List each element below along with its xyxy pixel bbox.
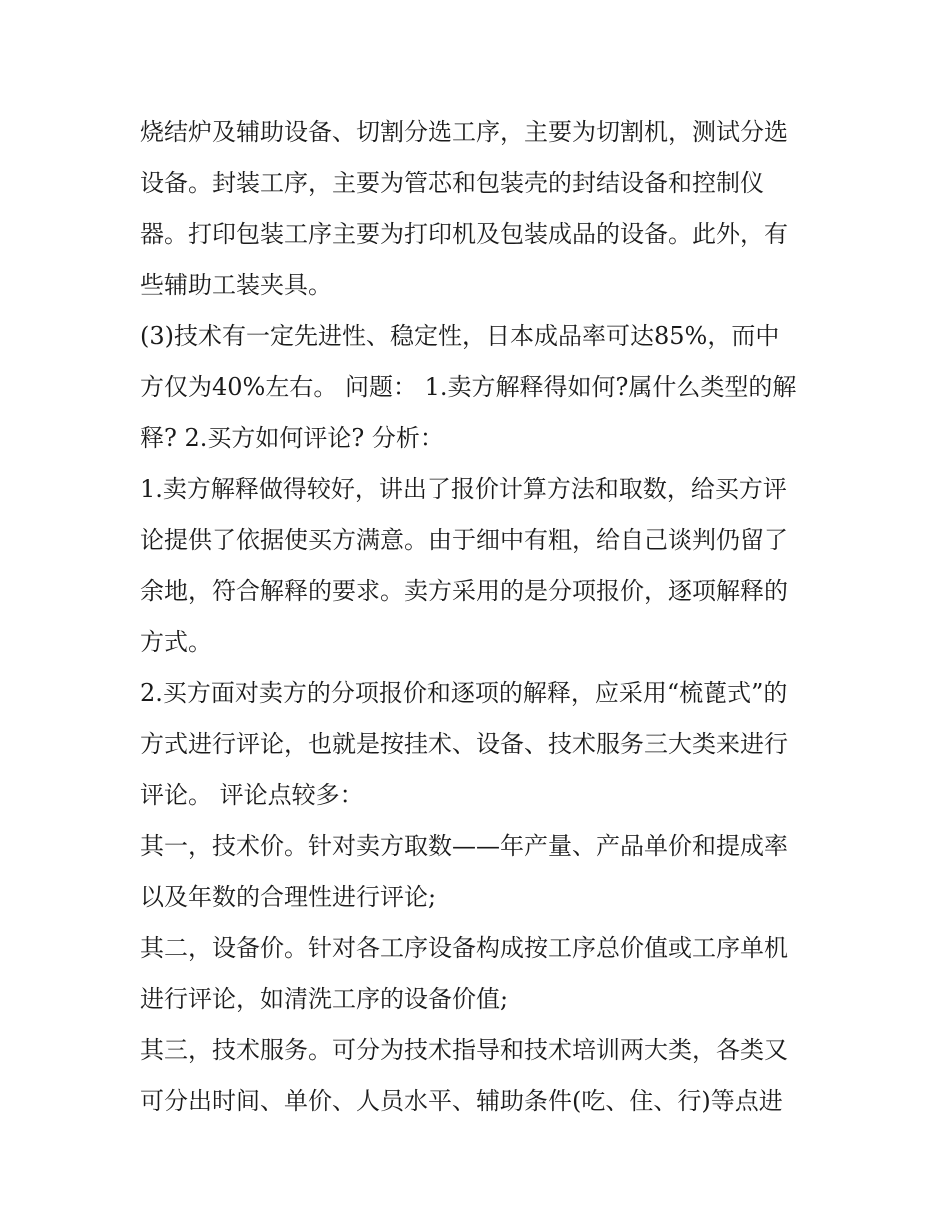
text-line: 进行评论，如清洗工序的设备价值; bbox=[140, 985, 509, 1013]
text-line: 余地，符合解释的要求。卖方采用的是分项报价，逐项解释的 bbox=[140, 577, 788, 605]
text-line: 其三，技术服务。可分为技术指导和技术培训两大类，各类又 bbox=[140, 1036, 788, 1064]
text-line: 以及年数的合理性进行评论; bbox=[140, 883, 437, 911]
text-line: 设备。封装工序，主要为管芯和包装壳的封结设备和控制仪 bbox=[140, 169, 764, 197]
text-line: 方仅为40%左右。 问题： 1.卖方解释得如何?属什么类型的解 bbox=[140, 373, 797, 401]
text-line: 论提供了依据使买方满意。由于细中有粗，给自己谈判仍留了 bbox=[140, 526, 788, 554]
text-line: 些辅助工装夹具。 bbox=[140, 271, 332, 299]
text-line: 2.买方面对卖方的分项报价和逐项的解释，应采用“梳蓖式”的 bbox=[140, 679, 788, 707]
text-line: (3)技术有一定先进性、稳定性，日本成品率可达85%，而中 bbox=[140, 322, 780, 350]
text-line: 其一，技术价。针对卖方取数——年产量、产品单价和提成率 bbox=[140, 832, 788, 860]
text-line: 可分出时间、单价、人员水平、辅助条件(吃、住、行)等点进 bbox=[140, 1087, 783, 1115]
text-line: 其二，设备价。针对各工序设备构成按工序总价值或工序单机 bbox=[140, 934, 788, 962]
text-line: 器。打印包装工序主要为打印机及包装成品的设备。此外，有 bbox=[140, 220, 788, 248]
text-line: 评论。 评论点较多： bbox=[140, 781, 364, 809]
text-line: 方式。 bbox=[140, 628, 212, 656]
text-line: 烧结炉及辅助设备、切割分选工序，主要为切割机，测试分选 bbox=[140, 118, 788, 146]
text-line: 方式进行评论，也就是按挂术、设备、技术服务三大类来进行 bbox=[140, 730, 788, 758]
text-line: 释? 2.买方如何评论? 分析： bbox=[140, 424, 444, 452]
text-line: 1.卖方解释做得较好，讲出了报价计算方法和取数，给买方评 bbox=[140, 475, 787, 503]
